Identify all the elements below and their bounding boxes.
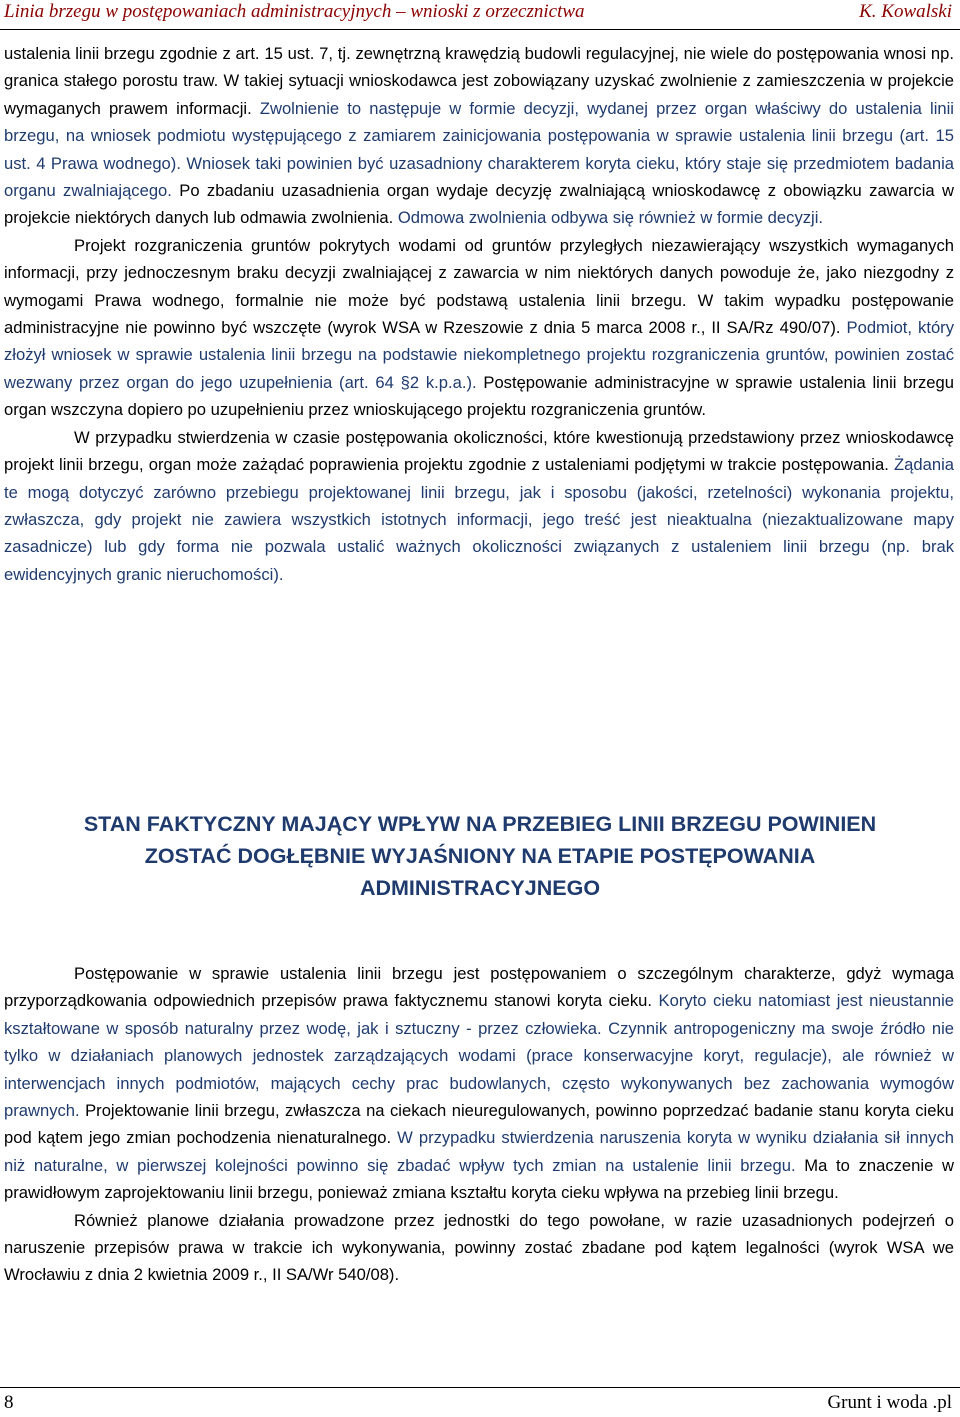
paragraph-2-part-c: Postępowanie administracyjne w sprawie ustalenia linii brzegu organ wszczyna dopiero po uzupełnieniu przez wnioskującego projektu rozgraniczenia gruntów.: [4, 372, 954, 420]
page-number: 8: [4, 1392, 14, 1413]
paragraph-5: [4, 1207, 954, 1289]
paragraph-3-part-b: Żądania te mogą dotyczyć zarówno przebiegu projektowanej linii brzegu, jak i sposobu (jakości, rzetelności) wykonania projektu, zwłaszcza, gdy projekt nie zawiera wszystkich istotnych informacji, jego treść jest nieaktualna (niezaktualizowane mapy zasadnicze) lub gdy forma nie pozwala ustalić ważnych okoliczności związanych z ustaleniem linii brzegu (np. brak ewidencyjnych granic nieruchomości).: [4, 455, 954, 584]
paragraph-2-part-a: Projekt rozgraniczenia gruntów pokrytych wodami od gruntów przyległych niezawierający wszystkich wymaganych informacji, przy jednoczesnym braku decyzji zwalniającej z zawarcia w nim niektórych danych powoduje że, jako niezgodny z wymogami Prawa wodnego, formalnie nie może być podstawą ustalenia linii brzegu. W takim wypadku postępowanie administracyjne nie powinno być wszczęte (wyrok WSA w Rzeszowie z dnia 5 marca 2008 r., II SA/Rz 490/07).: [4, 235, 954, 338]
paragraph-1-part-c: Po zbadaniu uzasadnienia organ wydaje decyzję zwalniającą wnioskodawcę z obowiązku zawarcia w projekcie niektórych danych lub odmawia zwolnienia.: [4, 181, 954, 228]
main-text-top: [4, 40, 954, 588]
paragraph-4: [4, 960, 954, 1207]
paragraph-4-part-e: Ma to znaczenie w prawidłowym zaprojektowaniu linii brzegu, ponieważ zmiana kształtu koryta cieku wpływa na przebieg linii brzegu.: [4, 1155, 955, 1203]
paragraph-3: [4, 424, 954, 588]
running-title: Linia brzegu w postępowaniach administracyjnych – wnioski z orzecznictwa: [4, 1, 585, 22]
paragraph-1-part-a: ustalenia linii brzegu zgodnie z art. 15 ust. 7, tj. zewnętrzną krawędzią budowli regulacyjnej, nie wiele do postępowania wnosi np. granica stałego porostu traw. W takiej sytuacji wnioskodawca jest zobowiązany uzyskać zwolnienie z zamieszczenia w projekcie wymaganych prawem informacji.: [4, 44, 954, 118]
paragraph-1-part-b: Zwolnienie to następuje w formie decyzji, wydanej przez organ właściwy do ustalenia linii brzegu, na wniosek podmiotu występującego z zamiarem zainicjowania postępowania w sprawie ustalenia linii brzegu (art. 15 ust. 4 Prawa wodnego). Wniosek taki powinien być uzasadniony charakterem koryta cieku, który staje się przedmiotem badania organu zwalniającego.: [4, 98, 954, 201]
paragraph-5-part-a: Również planowe działania prowadzone przez jednostki do tego powołane, w razie uzasadnionych podejrzeń o naruszenie przepisów prawa w trakcie ich wykonywania, powinny zostać zbadane pod kątem legalności (wyrok WSA we Wrocławiu z dnia 2 kwietnia 2009 r., II SA/Wr 540/08).: [4, 1210, 954, 1285]
main-text-bottom: [4, 960, 954, 1289]
paragraph-1-part-d: Odmowa zwolnienia odbywa się również w formie decyzji.: [397, 208, 824, 228]
paragraph-2-part-b: Podmiot, który złożył wniosek w sprawie ustalenia linii brzegu na podstawie niekompletnego projektu rozgraniczenia gruntów, powinien zostać wezwany przez organ do jego uzupełnienia (art. 64 §2 k.p.a.).: [4, 318, 954, 392]
paragraph-4-part-a: Postępowanie w sprawie ustalenia linii brzegu jest postępowaniem o szczególnym charakterze, gdyż wymaga przyporządkowania odpowiednich przepisów prawa faktycznemu stanowi koryta cieku.: [4, 964, 954, 1011]
footer-brand: Grunt i woda .pl: [827, 1392, 952, 1413]
paragraph-4-part-c: Projektowanie linii brzegu, zwłaszcza na ciekach nieuregulowanych, powinno poprzedzać badanie stanu koryta cieku pod kątem jego zmian pochodzenia nienaturalnego.: [4, 1101, 954, 1148]
section-heading-line-1: STAN FAKTYCZNY MAJĄCY WPŁYW NA PRZEBIEG LINII BRZEGU POWINIEN: [83, 812, 877, 836]
running-author: K. Kowalski: [859, 1, 952, 22]
page-header: [0, 0, 960, 30]
section-heading: [0, 808, 960, 904]
section-heading-line-3: ADMINISTRACYJNEGO: [359, 876, 601, 900]
paragraph-1: [4, 40, 954, 232]
paragraph-4-part-b: Koryto cieku natomiast jest nieustannie kształtowane w sposób naturalny przez wodę, jak i sztuczny - przez człowieka. Czynnik antropogeniczny ma swoje źródło nie tylko w działaniach planowych jednostek zarządzających wodami (prace konserwacyjne koryt, regulacje), ale również w interwencjach innych podmiotów, mających cechy prac budowlanych, często wykonywanych bez zachowania wymogów prawnych.: [4, 991, 954, 1121]
section-heading-line-2: ZOSTAĆ DOGŁĘBNIE WYJAŚNIONY NA ETAPIE POSTĘPOWANIA: [144, 844, 816, 868]
page-footer: [0, 1387, 960, 1417]
paragraph-4-part-d: W przypadku stwierdzenia naruszenia koryta w wyniku działania sił innych niż naturalne, w pierwszej kolejności powinno się zbadać wpływ tych zmian na ustalenie linii brzegu.: [4, 1128, 955, 1175]
paragraph-2: [4, 232, 954, 424]
paragraph-3-part-a: W przypadku stwierdzenia w czasie postępowania okoliczności, które kwestionują przedstawiony przez wnioskodawcę projekt linii brzegu, organ może zażądać poprawienia projektu zgodnie z ustaleniami podjętymi w trakcie postępowania.: [4, 427, 954, 475]
